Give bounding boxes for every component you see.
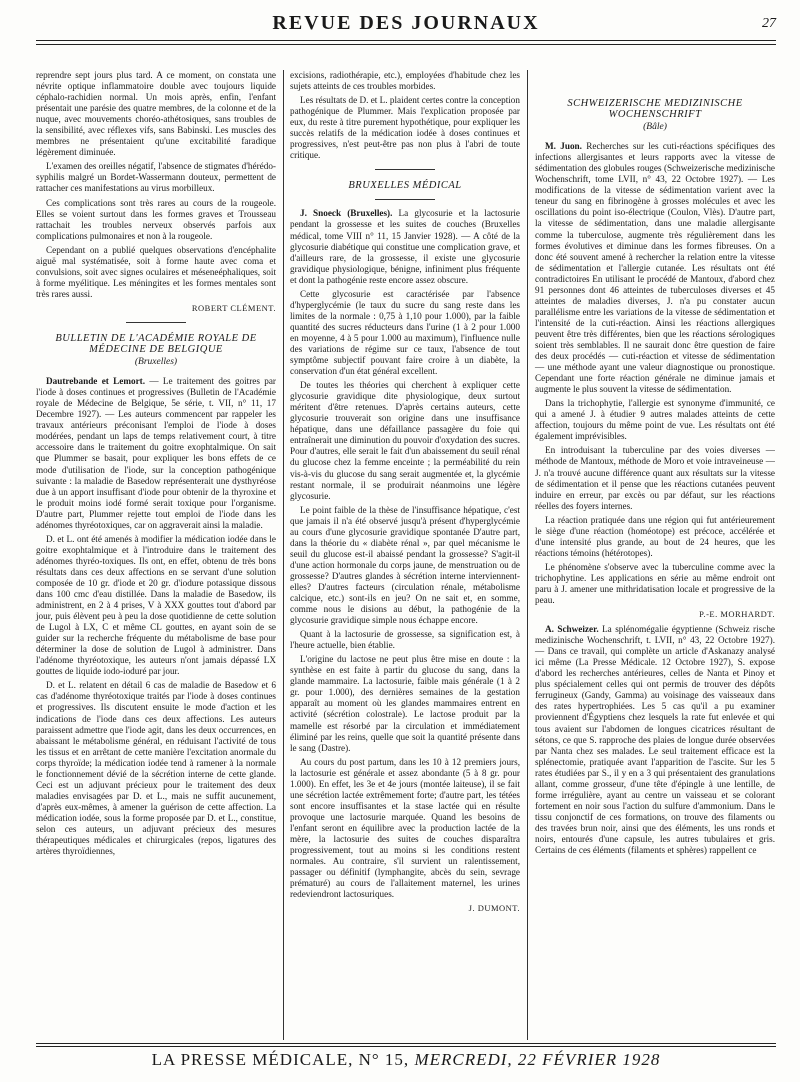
signature: J. DUMONT. <box>468 903 520 914</box>
paragraph: De toutes les théories qui cherchent à expliquer cette glycosurie gravidique dite physiologique, deux surtout méritent d'être retenues. D'après certains auteurs, cette glycosurie trouverait son origine dans une insuffisance hépatique, dans une défaillance passagère du foie qui entraînerait une diminution du pouvoir d'oxydation des sucres. Pour d'autres, elle serait le fait d'un abaissement du seuil rénal du glucose chez la femme enceinte ; la perméabilité du rein vis-à-vis du glucose du sang serait augmentée et, la glycémie restant normale, il se produirait néanmoins une légère glycosurie. <box>290 380 520 501</box>
section-title: SCHWEIZERISCHE MEDIZINISCHE WOCHENSCHRIFT <box>567 98 743 121</box>
page-footer <box>36 1050 776 1070</box>
paragraph: D. et L. relatent en détail 6 cas de maladie de Basedow et 6 cas d'adénome thyréotoxique traités par l'iode à doses continues et progressives. Ils discutent ensuite le mode d'action et les indications de l'iode dans ces deux affections. Les auteurs paraissent admettre que l'iode agit, dans les deux occurrences, en abaissant le métabolisme général, en réduisant l'activité de tous les tissus et en arrêtant de cette manière l'excitation anormale du corps thyroïde; la médication iodée tend à ramener à la normale le fonctionnement dévié de la sécrétion interne de cette glande. Ceci est un adjuvant précieux pour le traitement des deux maladies envisagées par D. et L., mais ne suffit aucunement, d'après eux-mêmes, à amener la guérison de cette affection. La médication iodée, sous la forme proposée par D. et L., constitue, selon ces auteurs, un adjuvant précieux des mesures thérapeutiques médicales et chirurgicales (repos, ligatures des artères thyroïdiennes, <box>36 680 276 857</box>
footer-rule-bottom <box>36 1046 776 1047</box>
article-text: — Le traitement des goitres par l'iode à doses continues et progressives (Bulletin de l'Académie royale de Médecine de Belgique, 5e série, t. VII, n° 11, 17 Decembre 1927). — Les auteurs commencent par rappeler les travaux antérieurs préconisant l'emploi de l'iode à doses modérées, pendant un laps de temps relativement court, à titre accessoire dans le traitement du goitre exophtalmique. On sait que Plummer se basait, pour expliquer les bons effets de ce mode d'utilisation de l'iode, sur la conception pathogénique suivante : la maladie de Basedow représenterait une dysthyréose due à un apport insuffisant d'iode pour obtenir de la thyroxine et le produit moins iodé formé serait toxique pour l'organisme. D'autre part, Plummer rejette tout emploi de l'iode dans les adénomes thyréotoxiques, car on aggraverait ainsi la maladie. <box>36 376 276 530</box>
paragraph: D. et L. ont été amenés à modifier la médication iodée dans le goitre exophtalmique et à l'introduire dans le traitement des adénomes thyréo-toxiques. Ils ont, en effet, obtenu de très bons résultats dans ces deux affections en se servant d'une solution composée de 10 gr. d'iode et 20 gr. d'iodure potassique dissous dans 100 cmc d'eau distillée. Dans la maladie de Basedow, ils administrent, en 2 à 4 prises, V à XXX gouttes tout d'abord par jour, puis élèvent peu à peu la dose quotidienne de cette solution de Lugol à LX, C et même CL gouttes, en ayant soin de se guider sur la recherche fréquente du métabolisme de base pour déterminer la dose de solution de Lugol à administrer. Dans l'adénome thyréotoxique, les auteurs n'ont jamais dépassé LX gouttes de liquide iodo-ioduré par jour. <box>36 533 276 677</box>
signature: P.-E. MORHARDT. <box>699 609 775 620</box>
article-text: La splénomégalie égyptienne (Schweiz rische medizinische Wochenschrift, t. LVII, n° 43, 22 Octobre 1927). — Dans ce travail, qui complète un article d'Askanazy analysé ici même (La Presse Médicale. 12 Octobre 1927), S. expose d'abord les recherches antérieures, celles de Nanta et Pinoy et plus spécialement celles qui ont permis de trouver des dépôts ferrugineux (Gandy, Gamma) au voisinage des vaisseaux dans des rates hypertrophiées. Les 5 cas qu'il a pu examiner proviennent d'Égyptiens chez lesquels la rate fut enlevée et qui tous avaient sur l'abdomen de longues cicatrices résultant de sétons, ce que S. rapproche des plaies de longue durée observées par Nanta chez ses malades. Le seul traitement efficace est la splénectomie, pratiquée avant l'apparition de l'ascite. Sur les 5 rates étudiées par S., il y en a 3 qui présentaient des granulations allant, comme grosseur, d'une tête d'épingle à une lentille, de forme irrégulière, ayant au centre un vaisseau et se colorant fortement en noir sous l'action du sulfure d'ammonium. Dans le tissu conjonctif de ces formations, on trouve des filaments ou des travées brun noir, ainsi que des éléments, les uns ronds et noirs, entourés d'une capsule, les autres tubulaires et gris. Certains de ces éléments (filaments et sphères) rappellent ce <box>535 624 775 856</box>
footer-journal: LA PRESSE MÉDICALE, N° 15, <box>151 1050 410 1069</box>
article-author: Dautrebande et Lemort. <box>46 376 146 387</box>
paragraph: L'origine du lactose ne peut plus être mise en doute : la synthèse en est faite à partir du glucose du sang, dans la glande mammaire. La lactosurie, faible mais générale (1 à 2 gr. pour 1.000), des dernières semaines de la gestation apparaît au moment où les glandes mammaires entrent en activité (sécrétion colostrale). Le lactose produit par la mamelle est résorbé par la circulation et immédiatement éliminé par les reins, quelle que soit la quantité présente dans le sang (Dastre). <box>290 654 520 753</box>
article-paragraph <box>535 624 775 856</box>
section-title: BULLETIN DE L'ACADÉMIE ROYALE DE MÉDECINE DE BELGIQUE <box>55 332 257 356</box>
article-author: A. Schweizer. <box>545 624 599 635</box>
paragraph: En introduisant la tuberculine par des voies diverses — méthode de Mantoux, méthode de Moro et voie intraveineuse — J. n'a trouvé aucune différence quant aux résultats sur la vitesse de sédimentation et il pense que les réactions cutanées peuvent induire en erreur, par excès ou par défaut, sur les réactions réelles des foyers internes. <box>535 445 775 511</box>
column-divider-1 <box>283 70 284 1040</box>
article-text: La glycosurie et la lactosurie pendant la grossesse et les suites de couches (Bruxelles médical, tome VIII n° 11, 15 Janvier 1928). — A côté de la glycosurie diabétique qui constitue une complication grave, et d'ailleurs rare, de la grossesse, il existe une glycosurie gravidique physiologique, bénigne, infiniment plus fréquente et dont la pathogénie reste encore assez obscure. <box>290 208 521 285</box>
signature: ROBERT CLÉMENT. <box>191 302 276 313</box>
paragraph: Dans la trichophytie, l'allergie est synonyme d'immunité, ce qui a amené J. à étudier 9 autres malades atteints de cette affection, toujours du même point de vue. Les résultats ont été également imprévisibles. <box>535 398 775 442</box>
paragraph: L'examen des oreilles négatif, l'absence de stigmates d'hérédo-syphilis malgré un Bordet-Wassermann douteux, permettent de rattacher ces manifestations au virus morbilleux. <box>36 161 276 194</box>
section-subtitle: (Bruxelles) <box>134 357 178 368</box>
column-2 <box>290 70 520 918</box>
paragraph: Cependant on a publié quelques observations d'encéphalite aiguë mal systématisée, soit à forme haute avec coma et convulsions, soit avec signes oculaires et méseneéphaliques, soit à forme myélitique. Les méningites et les formes mentales sont très rares aussi. <box>36 244 276 299</box>
paragraph: Quant à la lactosurie de grossesse, sa signification est, à l'heure actuelle, bien établie. <box>290 629 520 651</box>
page-number: 27 <box>762 16 776 31</box>
paragraph: Le phénomène s'observe avec la tuberculine comme avec la trichophytine. Les applications en série au même endroit ont paru à J. amener une mithridatisation locale et progressive de la peau. <box>535 561 775 606</box>
column-divider-2 <box>527 70 528 1040</box>
article-paragraph <box>535 141 775 395</box>
paragraph: excisions, radiothérapie, etc.), employées d'habitude chez les sujets atteints de ces troubles morbides. <box>290 70 520 92</box>
separator <box>375 199 435 200</box>
header-rule-bottom <box>36 44 776 45</box>
section-title: BRUXELLES MÉDICAL <box>348 180 462 192</box>
paragraph: Au cours du post partum, dans les 10 à 12 premiers jours, la lactosurie est générale et assez abondante (5 à 8 gr. pour 1.000). En effet, les 3e et 4e jours (montée laiteuse), il se fait une sécrétion lactée extrêmement forte; d'autre part, les tétées sont encore insuffisantes et la stase lactée qui en résulte provoque une lactosurie marquée. Quand les besoins de l'enfant seront en équilibre avec la production lactée de la mère, la lactosurie des suites de couches disparaîtra progressivement, tout au moins si les conditions restent normales. Au contraire, s'il survient un ralentissement, passager ou définitif (lymphangite, abcès du sein, sevrage prématuré) au cours de l'allaitement maternel, les urines redeviendront lactosuriques. <box>290 756 520 900</box>
separator <box>126 322 186 323</box>
section-subtitle: (Bâle) <box>643 122 667 133</box>
header-rule-top <box>36 40 776 41</box>
column-3 <box>535 70 775 859</box>
column-1 <box>36 70 276 860</box>
article-author: J. Snoeck (Bruxelles). <box>300 208 393 219</box>
paragraph: reprendre sept jours plus tard. A ce moment, on constata une névrite optique inflammatoire double avec toujours liquide céphalo-rachidien normal. Un mois après, enfin, l'enfant présentait une parésie des quatre membres, de la colonne et de la nuque, avec mouvements choréo-athétosiques, sans troubles de la sensibilité, avec réflexes vifs, sans Babinski. Les muscles des membres ne présentaient qu'une excitabilité faradique légèrement diminuée. <box>36 70 276 158</box>
running-title: REVUE DES JOURNAUX <box>272 12 540 34</box>
article-paragraph <box>36 376 276 531</box>
paragraph: Le point faible de la thèse de l'insuffisance hépatique, c'est que jamais il n'a été observé jusqu'à présent d'hyperglycémie au cours d'une glycosurie gravidique spontanée D'autre part, dans la théorie du « diabète rénal », par quel mécanisme le seuil du glucose est-il abaissé pendant la grossesse? S'agit-il d'une action hormonale du corps jaune, de menstruation ou de grossesse? D'autres glandes à sécrétion interne interviennent-elles? D'autres facteurs (circulation rénale, métabolisme calcique, etc.) sont-ils en jeu? On ne sait et, en somme, comme nous le disions au début, la pathogénie de la glycosurie gravidique simple nous échappe encore. <box>290 504 520 626</box>
footer-date: MERCREDI, 22 FÉVRIER 1928 <box>414 1050 661 1069</box>
paragraph: La réaction pratiquée dans une région qui fut antérieurement le siège d'une réaction (homéotope) est précoce, accélérée et d'une intensité plus grande, au bout de 24 heures, que les réactions témoins (hétérotopes). <box>535 514 775 558</box>
paragraph: Les résultats de D. et L. plaident certes contre la conception pathogénique de Plummer. Mais l'explication proposée par eux, du reste à titre purement hypothétique, pour expliquer les succès relatifs de la médication iodée à doses continues et progressives, n'est peut-être pas non plus à l'abri de toute critique. <box>290 95 520 161</box>
separator <box>375 169 435 170</box>
article-paragraph <box>290 208 520 285</box>
paragraph: Cette glycosurie est caractérisée par l'absence d'hyperglycémie (le taux du sucre du sang reste dans les limites de la normale : 0,75 à 1,10 pour 1.000), par la faible quantité des sucres réducteurs dans l'urine (1 à 2 pour 1.000 en moyenne, 4 à 5 pour 1.000 au maximum), l'influence nulle des variations de régime sur ce taux, l'absence de tout symptôme subjectif pouvant faire croire à un diabète, la conservation d'un état général excellent. <box>290 288 520 377</box>
article-text: Recherches sur les cuti-réactions spécifiques des infections allergisantes et leurs rapports avec la vitesse de sédimentation des globules rouges (Schweizerische medizinische Wochenschrift, tome LVII, n° 43, 22 Octobre 1927). — Les modifications de la vitesse de sédimentation varient avec la teneur du sang en fibrinogène à grosses molécules et avec les oscillations du point iso-électrique (Coulon, Vlès). D'autre part, la vitesse de sédimentation, dans une maladie allergisante comme la tuberculose, augmente très régulièrement dans les formes évolutives et diminue dans les formes fibreuses. On a donc été souvent amené à rechercher la relation entre la vitesse de sédimentation et l'allergie cutanée. Les résultats ont été contradictoires En utilisant le procédé de Mantoux, d'abord chez 91 personnes dont 46 atteintes de tuberculoses diverses et 45 atteintes de maladies diverses, J. n'a pu constater aucun parallélisme entre les variations de la vitesse de sédimentation et l'intensité de la cuti-réaction. Ainsi les réactions allergiques peuvent être très différentes, bien que les réactions sérologiques soient très semblables. Il ne saurait donc être question de faire des deux procédés — cuti-réaction et vitesse de sédimentation — une méthode ayant une valeur diagnostique ou pronostique. Cependant une forte réaction générale ne diminue jamais et augmente le plus souvent la vitesse de sédimentation. <box>535 141 775 395</box>
paragraph: Ces complications sont très rares au cours de la rougeole. Elles se voient surtout dans les formes graves et Trousseau rattachait les troubles nerveux observés parfois aux complications pulmonaires et non à la rougeole. <box>36 197 276 241</box>
article-author: M. Juon. <box>545 141 582 152</box>
page-header <box>36 8 776 38</box>
footer-rule-top <box>36 1043 776 1044</box>
